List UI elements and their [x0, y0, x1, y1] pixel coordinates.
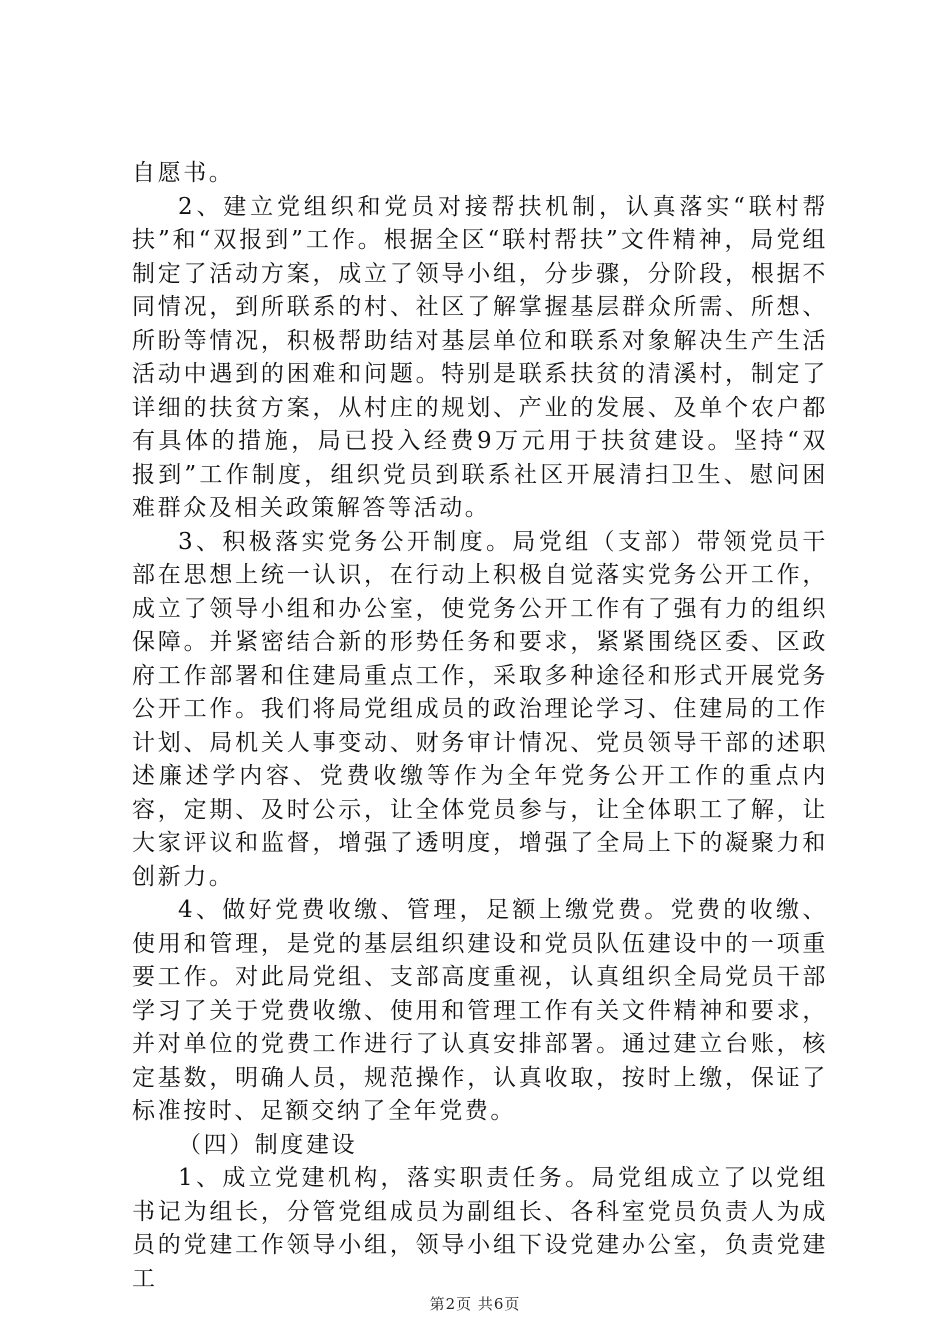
section-heading: （四）制度建设: [178, 1131, 358, 1158]
paragraph-item-1: 1、成立党建机构，落实职责任务。局党组成立了以党组书记为组长，分管党组成员为副组长、各科室党员负责人为成员的党建工作领导小组，领导小组下设党建办公室，负责党建工: [132, 1165, 828, 1292]
paragraph-item-3: 3、积极落实党务公开制度。局党组（支部）带领党员干部在思想上统一认识，在行动上积极自觉落实党务公开工作，成立了领导小组和办公室，使党务公开工作有了强有力的组织保障。并紧密结合新的形势任务和要求，紧紧围绕区委、区政府工作部署和住建局重点工作，采取多种途径和形式开展党务公开工作。我们将局党组成员的政治理论学习、住建局的工作计划、局机关人事变动、财务审计情况、党员领导干部的述职述廉述学内容、党费收缴等作为全年党务公开工作的重点内容，定期、及时公示，让全体党员参与，让全体职工了解，让大家评议和监督，增强了透明度，增强了全局上下的凝聚力和创新力。: [132, 528, 828, 890]
page-footer: 第2页 共6页: [429, 1295, 521, 1313]
paragraph-item-2: 2、建立党组织和党员对接帮扶机制，认真落实“联村帮扶”和“双报到”工作。根据全区“联村帮扶”文件精神，局党组制定了活动方案，成立了领导小组，分步骤，分阶段，根据不同情况，到所联系的村、社区了解掌握基层群众所需、所想、所盼等情况，积极帮助结对基层单位和联系对象解决生产生活活动中遇到的困难和问题。特别是联系扶贫的清溪村，制定了详细的扶贫方案，从村庄的规划、产业的发展、及单个农户都有具体的措施，局已投入经费9万元用于扶贫建设。坚持“双报到”工作制度，组织党员到联系社区开展清扫卫生、慰问困难群众及相关政策解答等活动。: [132, 193, 828, 521]
paragraph-item-4: 4、做好党费收缴、管理，足额上缴党费。党费的收缴、使用和管理，是党的基层组织建设和党员队伍建设中的一项重要工作。对此局党组、支部高度重视，认真组织全局党员干部学习了关于党费收缴、使用和管理工作有关文件精神和要求，并对单位的党费工作进行了认真安排部署。通过建立台账，核定基数，明确人员，规范操作，认真收取，按时上缴，保证了标准按时、足额交纳了全年党费。: [132, 897, 828, 1124]
document-body: [132, 157, 828, 1296]
paragraph-continuation: 自愿书。: [132, 160, 235, 186]
